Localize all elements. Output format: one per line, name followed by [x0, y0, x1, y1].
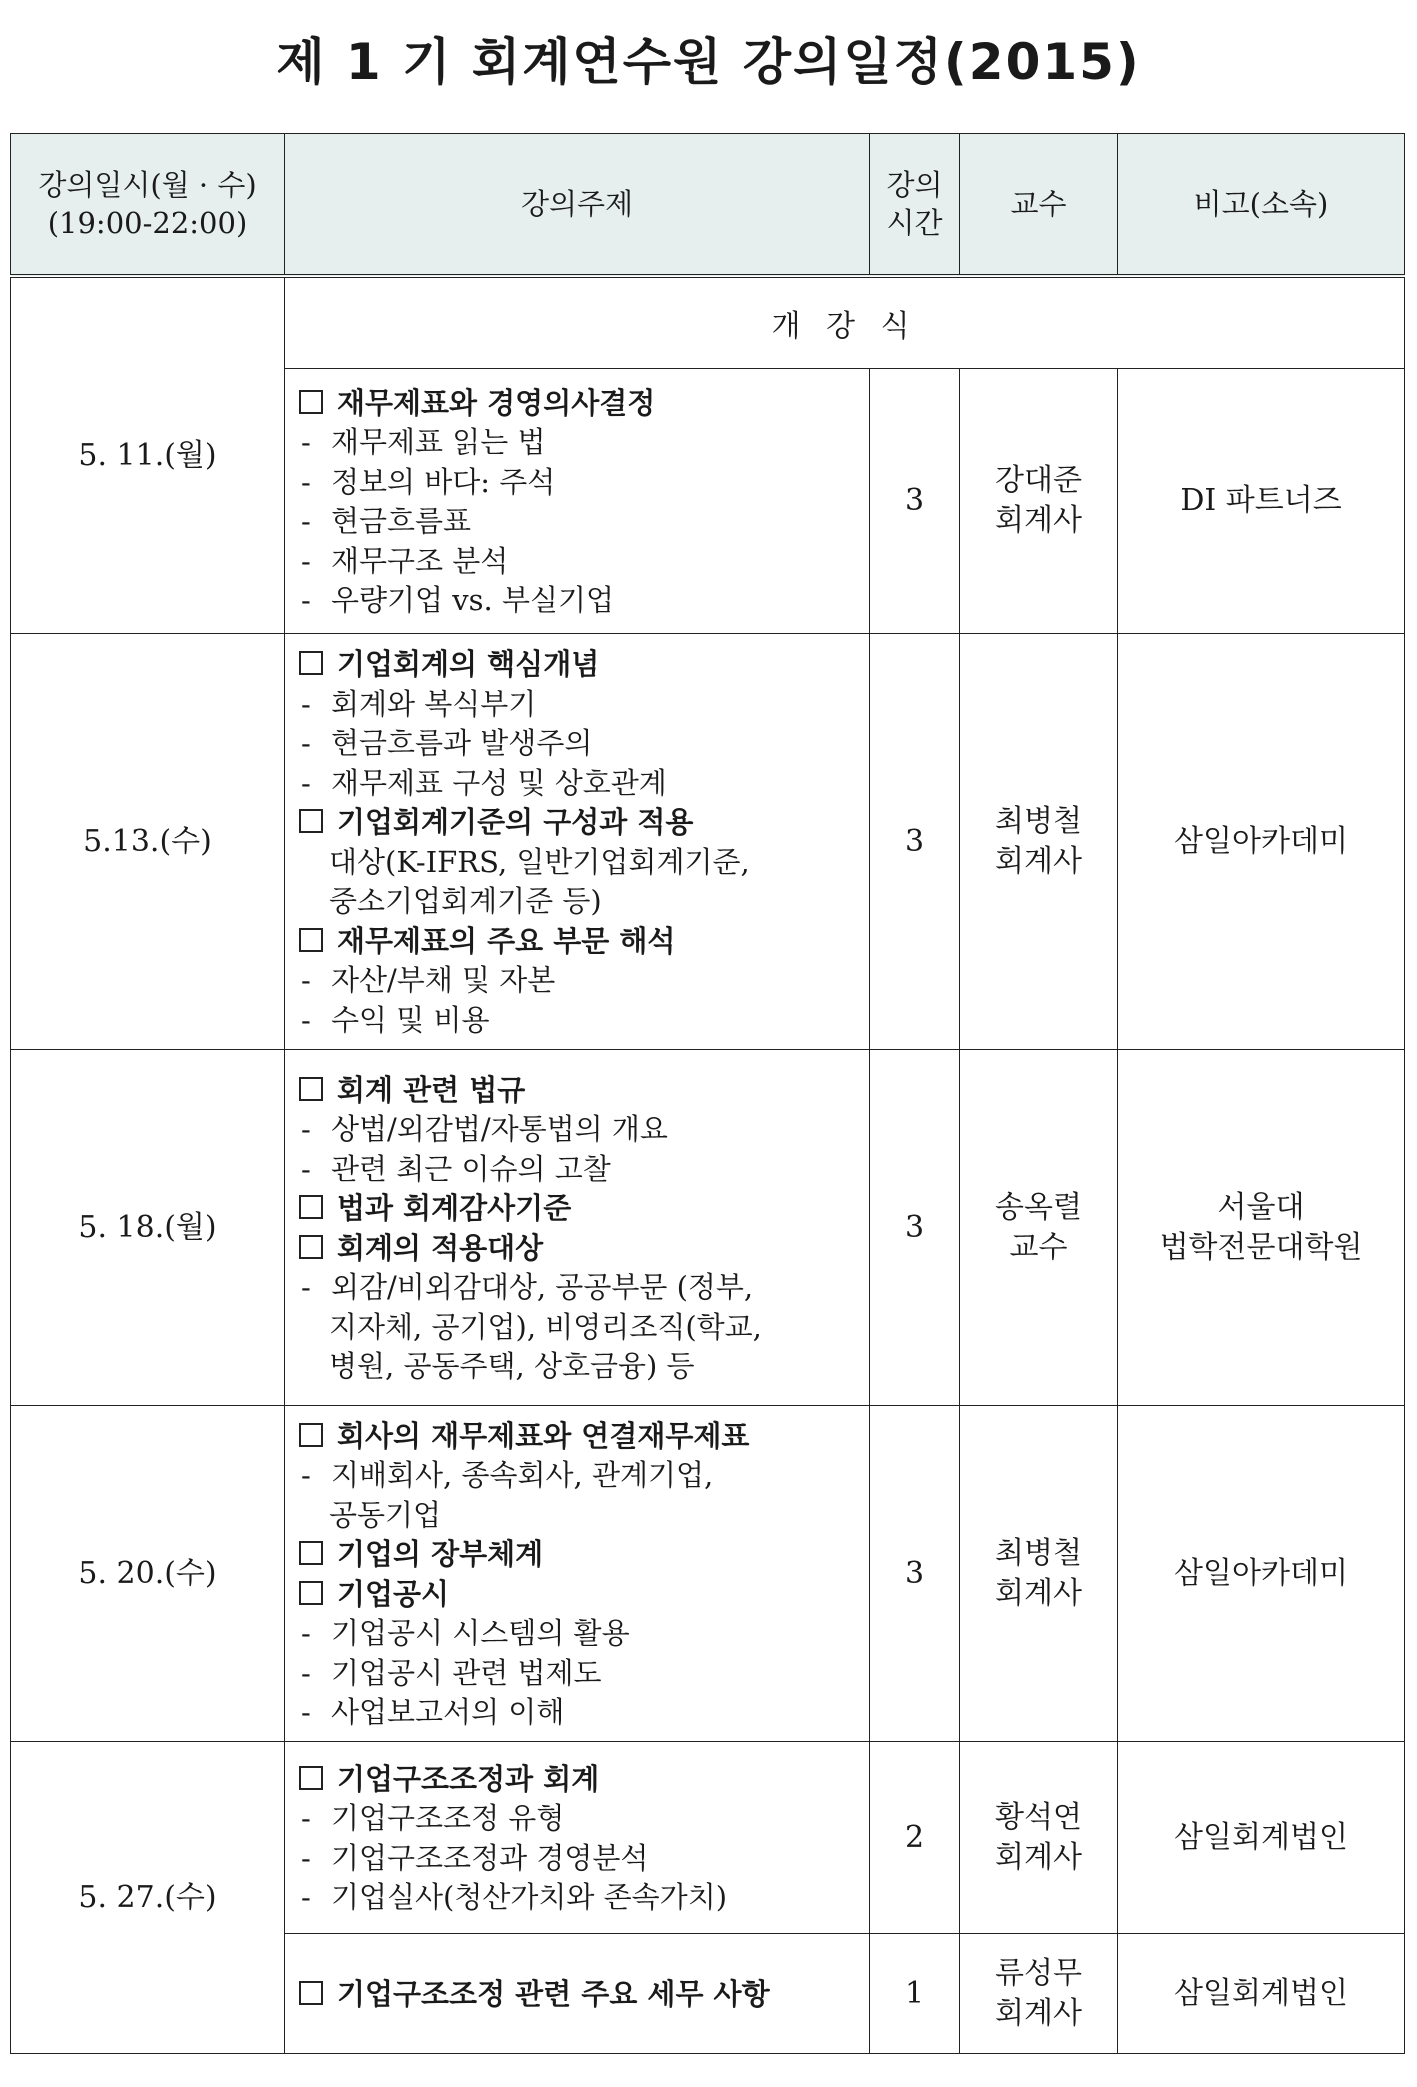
professor-name: 류성무 [995, 1955, 1082, 1991]
checkbox-icon [299, 390, 323, 414]
topic-heading [299, 803, 855, 843]
dash-bullet: - [301, 1270, 311, 1304]
lecture-hours: 3 [870, 369, 960, 634]
topic-text: 기업구조조정과 회계 [337, 1761, 600, 1796]
professor-name: 강대준 [995, 463, 1082, 498]
lecture-note [1118, 1406, 1405, 1742]
lecture-professor [960, 1742, 1118, 1934]
header-hours-line1: 강의 [886, 168, 943, 202]
topic-text: 상법/외감법/자통법의 개요 [331, 1112, 668, 1146]
topic-heading [299, 1575, 855, 1615]
note-line1: 삼일회계법인 [1174, 1975, 1348, 2011]
header-hours [870, 134, 960, 277]
lecture-hours: 3 [870, 1050, 960, 1406]
topic-text: 외감/비외감대상, 공공부문 (정부, [331, 1270, 754, 1304]
lecture-professor [960, 1406, 1118, 1742]
checkbox-icon [299, 1766, 323, 1790]
topic-text: 우량기업 vs. 부실기업 [331, 583, 615, 617]
topic-text: 회계 관련 법규 [337, 1072, 526, 1107]
lecture-row [11, 1050, 1405, 1406]
lecture-date: 5.13.(수) [11, 634, 285, 1050]
lecture-topic [285, 1050, 870, 1406]
topic-text: 현금흐름과 발생주의 [331, 726, 593, 760]
topic-item [299, 1839, 855, 1879]
lecture-topic [285, 1406, 870, 1742]
lecture-note [1118, 369, 1405, 634]
note-line1: 삼일아카데미 [1174, 823, 1348, 859]
professor-title: 회계사 [995, 1839, 1082, 1875]
topic-continuation [299, 882, 855, 922]
topic-text: 재무제표 구성 및 상호관계 [331, 765, 667, 800]
topic-text: 기업회계의 핵심개념 [337, 647, 600, 681]
dash-bullet: - [301, 1616, 311, 1650]
header-date-line1: 강의일시(월 · 수) [38, 168, 257, 202]
topic-item [299, 685, 855, 725]
topic-heading [299, 1535, 855, 1575]
topic-text: 중소기업회계기준 등) [329, 884, 602, 918]
lecture-topic [285, 369, 870, 634]
topic-continuation [299, 1496, 855, 1536]
dash-bullet: - [301, 1801, 311, 1835]
header-hours-line2: 시간 [886, 206, 943, 240]
topic-heading [299, 1975, 855, 2015]
professor-title: 회계사 [995, 1995, 1082, 2031]
dash-bullet: - [301, 1151, 311, 1186]
dash-bullet: - [301, 726, 311, 760]
lecture-row [11, 1742, 1405, 1934]
checkbox-icon [299, 809, 323, 833]
topic-heading [299, 1417, 855, 1457]
header-topic: 강의주제 [285, 134, 870, 277]
lecture-hours: 2 [870, 1742, 960, 1934]
topic-text: 회사의 재무제표와 연결재무제표 [337, 1418, 750, 1453]
topic-item [299, 423, 855, 463]
lecture-topic [285, 634, 870, 1050]
topic-item [299, 1150, 855, 1190]
dash-bullet: - [301, 1840, 311, 1875]
topic-heading [299, 384, 855, 424]
lecture-note [1118, 1050, 1405, 1406]
topic-text: 대상(K-IFRS, 일반기업회계기준, [329, 844, 750, 879]
topic-text: 현금흐름표 [331, 504, 472, 538]
topic-item [299, 542, 855, 582]
topic-text: 공동기업 [329, 1497, 442, 1532]
topic-continuation [299, 1308, 855, 1348]
dash-bullet: - [301, 504, 311, 538]
topic-text: 법과 회계감사기준 [337, 1191, 572, 1225]
topic-text: 정보의 바다: 주석 [331, 464, 556, 499]
header-professor: 교수 [960, 134, 1118, 277]
topic-heading [299, 922, 855, 962]
topic-text: 기업구조조정 유형 [331, 1801, 565, 1835]
checkbox-icon [299, 1077, 323, 1101]
header-date [11, 134, 285, 277]
lecture-note [1118, 1934, 1405, 2054]
topic-item [299, 502, 855, 542]
topic-text: 기업공시 관련 법제도 [331, 1655, 602, 1690]
dash-bullet: - [301, 1880, 311, 1914]
topic-heading [299, 1229, 855, 1269]
topic-text: 기업회계기준의 구성과 적용 [337, 805, 694, 839]
lecture-date: 5. 18.(월) [11, 1050, 285, 1406]
page-title: 제 1 기 회계연수원 강의일정(2015) [276, 33, 1141, 91]
professor-title: 교수 [1009, 1229, 1068, 1265]
professor-name: 최병철 [995, 1535, 1082, 1571]
professor-title: 회계사 [995, 1575, 1082, 1611]
topic-text: 병원, 공동주택, 상호금융) 등 [329, 1349, 695, 1383]
lecture-hours: 1 [870, 1934, 960, 2054]
lecture-topic [285, 1742, 870, 1934]
lecture-date: 5. 27.(수) [11, 1742, 285, 2054]
topic-continuation [299, 843, 855, 883]
lecture-note [1118, 1742, 1405, 1934]
topic-text: 지배회사, 종속회사, 관계기업, [331, 1458, 714, 1492]
note-line1: 삼일아카데미 [1174, 1555, 1348, 1591]
topic-text: 자산/부채 및 자본 [331, 963, 556, 997]
lecture-topic [285, 1934, 870, 2054]
header-date-line2: (19:00-22:00) [47, 206, 248, 240]
topic-heading [299, 645, 855, 685]
note-line2: 법학전문대학원 [1159, 1229, 1363, 1265]
topic-item [299, 1799, 855, 1839]
lecture-professor [960, 1050, 1118, 1406]
dash-bullet: - [301, 963, 311, 997]
topic-text: 기업구조조정과 경영분석 [331, 1840, 649, 1875]
topic-text: 관련 최근 이슈의 고찰 [331, 1151, 611, 1186]
lecture-professor [960, 369, 1118, 634]
topic-text: 재무제표의 주요 부문 해석 [337, 923, 676, 958]
checkbox-icon [299, 651, 323, 675]
lecture-hours: 3 [870, 634, 960, 1050]
topic-text: 기업구조조정 관련 주요 세무 사항 [337, 1976, 770, 2011]
note-line1: 서울대 [1217, 1189, 1305, 1225]
topic-item [299, 1654, 855, 1694]
topic-text: 지자체, 공기업), 비영리조직(학교, [329, 1309, 762, 1344]
topic-item [299, 1268, 855, 1308]
topic-item [299, 1878, 855, 1918]
topic-item [299, 463, 855, 503]
topic-heading [299, 1760, 855, 1800]
professor-name: 송옥렬 [995, 1189, 1082, 1225]
dash-bullet: - [301, 1112, 311, 1146]
checkbox-icon [299, 1981, 323, 2005]
checkbox-icon [299, 1195, 323, 1219]
topic-text: 수익 및 비용 [331, 1002, 490, 1037]
lecture-row [11, 634, 1405, 1050]
topic-item [299, 1456, 855, 1496]
dash-bullet: - [301, 464, 311, 499]
note-line1: DI 파트너즈 [1180, 483, 1342, 518]
topic-text: 회계의 적용대상 [337, 1230, 544, 1265]
topic-item [299, 581, 855, 621]
schedule-table [10, 133, 1405, 2054]
dash-bullet: - [301, 686, 311, 721]
professor-name: 황석연 [995, 1799, 1082, 1835]
lecture-professor [960, 1934, 1118, 2054]
topic-item [299, 724, 855, 764]
header-note: 비고(소속) [1118, 134, 1405, 277]
topic-heading [299, 1189, 855, 1229]
checkbox-icon [299, 1541, 323, 1565]
checkbox-icon [299, 1423, 323, 1447]
dash-bullet: - [301, 583, 311, 617]
checkbox-icon [299, 1235, 323, 1259]
dash-bullet: - [301, 1655, 311, 1690]
dash-bullet: - [301, 765, 311, 800]
topic-item [299, 764, 855, 804]
ceremony-row [11, 276, 1405, 369]
topic-text: 재무제표와 경영의사결정 [337, 385, 656, 420]
topic-text: 재무구조 분석 [331, 543, 509, 578]
topic-item [299, 1110, 855, 1150]
topic-text: 기업실사(청산가치와 존속가치) [331, 1880, 728, 1914]
professor-title: 회계사 [995, 503, 1082, 538]
topic-text: 기업의 장부체계 [337, 1537, 544, 1571]
dash-bullet: - [301, 425, 311, 459]
professor-title: 회계사 [995, 843, 1082, 879]
topic-item [299, 1693, 855, 1733]
lecture-date: 5. 20.(수) [11, 1406, 285, 1742]
topic-text: 사업보고서의 이해 [331, 1695, 565, 1729]
opening-ceremony: 개 강 식 [285, 276, 1405, 369]
lecture-note [1118, 634, 1405, 1050]
lecture-professor [960, 634, 1118, 1050]
topic-item [299, 961, 855, 1001]
topic-text: 회계와 복식부기 [331, 686, 537, 721]
topic-text: 재무제표 읽는 법 [331, 425, 546, 459]
dash-bullet: - [301, 1458, 311, 1492]
lecture-hours: 3 [870, 1406, 960, 1742]
topic-continuation [299, 1347, 855, 1387]
professor-name: 최병철 [995, 803, 1082, 839]
checkbox-icon [299, 1581, 323, 1605]
dash-bullet: - [301, 543, 311, 578]
note-line1: 삼일회계법인 [1174, 1819, 1348, 1855]
dash-bullet: - [301, 1695, 311, 1729]
topic-text: 기업공시 [337, 1576, 450, 1611]
lecture-date: 5. 11.(월) [11, 276, 285, 634]
lecture-row [11, 1406, 1405, 1742]
header-row [11, 134, 1405, 277]
dash-bullet: - [301, 1002, 311, 1037]
topic-text: 기업공시 시스템의 활용 [331, 1616, 630, 1650]
checkbox-icon [299, 928, 323, 952]
topic-item [299, 1614, 855, 1654]
topic-heading [299, 1071, 855, 1111]
topic-item [299, 1001, 855, 1041]
